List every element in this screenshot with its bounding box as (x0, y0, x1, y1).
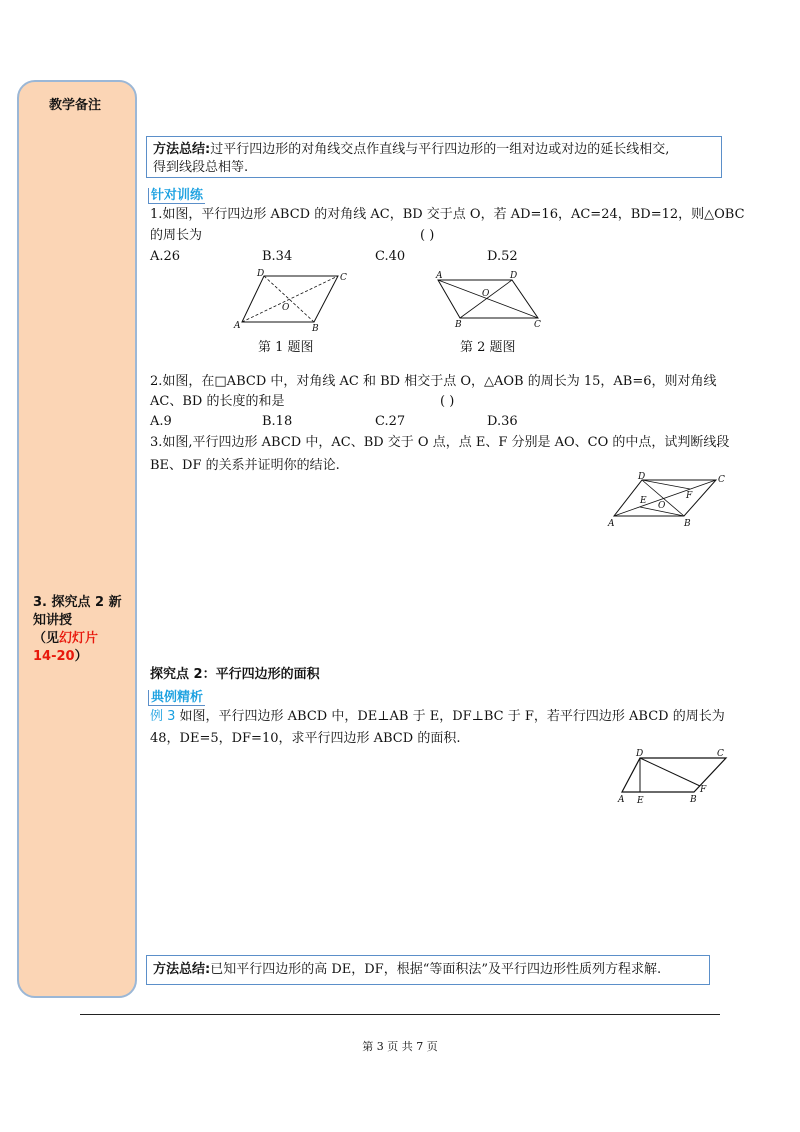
fig3-label-a: A (608, 519, 615, 529)
q1-option-c: C.40 (375, 249, 406, 264)
q3-line2: BE、DF 的关系并证明你的结论. (150, 458, 340, 473)
fig4-label-e: E (637, 796, 644, 806)
fig2-label-a: A (436, 271, 443, 281)
fig2-label-d: D (510, 271, 518, 281)
q2-line1: 2.如图，在□ABCD 中，对角线 AC 和 BD 相交于点 O，△AOB 的周长为 15，AB=6，则对角线 (150, 374, 717, 389)
sidebar-title: 教学备注 (49, 98, 102, 113)
q1-option-a: A.26 (150, 249, 181, 264)
fig3-label-c: C (718, 475, 725, 485)
fig2-label-b: B (455, 320, 462, 330)
teaching-notes-sidebar (17, 80, 137, 998)
fig1-label-d: D (257, 269, 265, 279)
q2-option-b: B.18 (262, 414, 293, 429)
fig1-label-b: B (312, 324, 319, 334)
example-3-text1: 如图，平行四边形 ABCD 中，DE⊥AB 于 E，DF⊥BC 于 F，若平行四边形 ABCD 的周长为 (175, 709, 725, 724)
section-2-title: 探究点 2：平行四边形的面积 (150, 667, 320, 682)
step-range: 14-20 (33, 649, 75, 664)
q2-line2: AC、BD 的长度的和是 (150, 394, 285, 409)
example-3-line2: 48，DE=5，DF=10，求平行四边形 ABCD 的面积. (150, 731, 461, 746)
figure-2-caption: 第 2 题图 (460, 340, 516, 355)
figure-3-parallelogram (600, 470, 728, 532)
fig1-label-o: O (282, 303, 290, 313)
example-heading: 典例精析 (148, 690, 205, 706)
q2-option-a: A.9 (150, 414, 172, 429)
fig1-label-c: C (340, 273, 347, 283)
fig3-label-f: F (686, 491, 693, 501)
q2-answer-paren: ( ) (440, 394, 455, 409)
fig3-segment-df (642, 480, 690, 489)
method-summary-2-line (153, 960, 661, 980)
fig4-label-f: F (700, 785, 707, 795)
step-line-2: 知讲授 (33, 613, 73, 628)
q1-line2: 的周长为 (150, 228, 203, 243)
q1-line1: 1.如图，平行四边形 ABCD 的对角线 AC，BD 交于点 O，若 AD=16，AC=24，BD=12，则△OBC (150, 207, 745, 222)
fig4-label-d: D (636, 749, 644, 759)
fig4-outline (622, 758, 726, 792)
q3-line1: 3.如图,平行四边形 ABCD 中，AC、BD 交于 O 点，点 E、F 分别是 AO、CO 的中点，试判断线段 (150, 435, 730, 450)
step-paren-close: ） (74, 649, 88, 664)
fig2-diagonal-bd (460, 280, 512, 318)
method-summary-2-text: 已知平行四边形的高 DE，DF，根据“等面积法”及平行四边形性质列方程求解. (210, 962, 662, 977)
q1-option-b: B.34 (262, 249, 293, 264)
fig1-diagonal-ac (242, 276, 338, 322)
q2-option-d: D.36 (487, 414, 518, 429)
method-summary-1-line1 (153, 140, 669, 160)
step-paren-open: （见 (33, 631, 60, 646)
fig3-label-d: D (638, 472, 646, 482)
fig2-label-c: C (534, 320, 541, 330)
page-footer: 第 3 页 共 7 页 (362, 1040, 438, 1053)
q2-option-c: C.27 (375, 414, 406, 429)
sidebar-step-note (33, 594, 133, 666)
figure-1-parallelogram (230, 268, 350, 334)
figure-1-caption: 第 1 题图 (258, 340, 314, 355)
q1-answer-paren: ( ) (420, 228, 435, 243)
step-line-1: 3. 探究点 2 新 (33, 595, 122, 610)
fig4-label-b: B (690, 795, 697, 805)
fig3-label-b: B (684, 519, 691, 529)
step-range-line (33, 648, 133, 666)
fig4-label-a: A (618, 795, 625, 805)
fig4-height-df (640, 758, 700, 786)
fig1-diagonal-bd (264, 276, 314, 322)
fig3-label-e: E (640, 496, 647, 506)
training-heading: 针对训练 (148, 188, 205, 204)
figure-2-parallelogram (430, 268, 550, 330)
fig1-label-a: A (234, 321, 241, 331)
method-summary-1-label: 方法总结: (153, 142, 211, 157)
step-slides: 幻灯片 (59, 631, 99, 646)
method-summary-1-text2: 得到线段总相等. (153, 160, 249, 175)
example-3-line1 (150, 707, 725, 727)
method-summary-box-1 (146, 136, 722, 178)
fig2-label-o: O (482, 289, 490, 299)
fig2-diagonal-ac (438, 280, 538, 318)
fig3-label-o: O (658, 501, 666, 511)
figure-4-parallelogram (610, 748, 732, 808)
fig4-label-c: C (717, 749, 724, 759)
example-3-label: 例 3 (150, 709, 176, 724)
method-summary-box-2 (146, 955, 710, 985)
footer-rule (80, 1014, 720, 1015)
method-summary-1-text1: 过平行四边形的对角线交点作直线与平行四边形的一组对边或对边的延长线相交, (210, 142, 670, 157)
q1-option-d: D.52 (487, 249, 518, 264)
method-summary-2-label: 方法总结: (153, 962, 211, 977)
step-slide-ref (33, 630, 133, 648)
